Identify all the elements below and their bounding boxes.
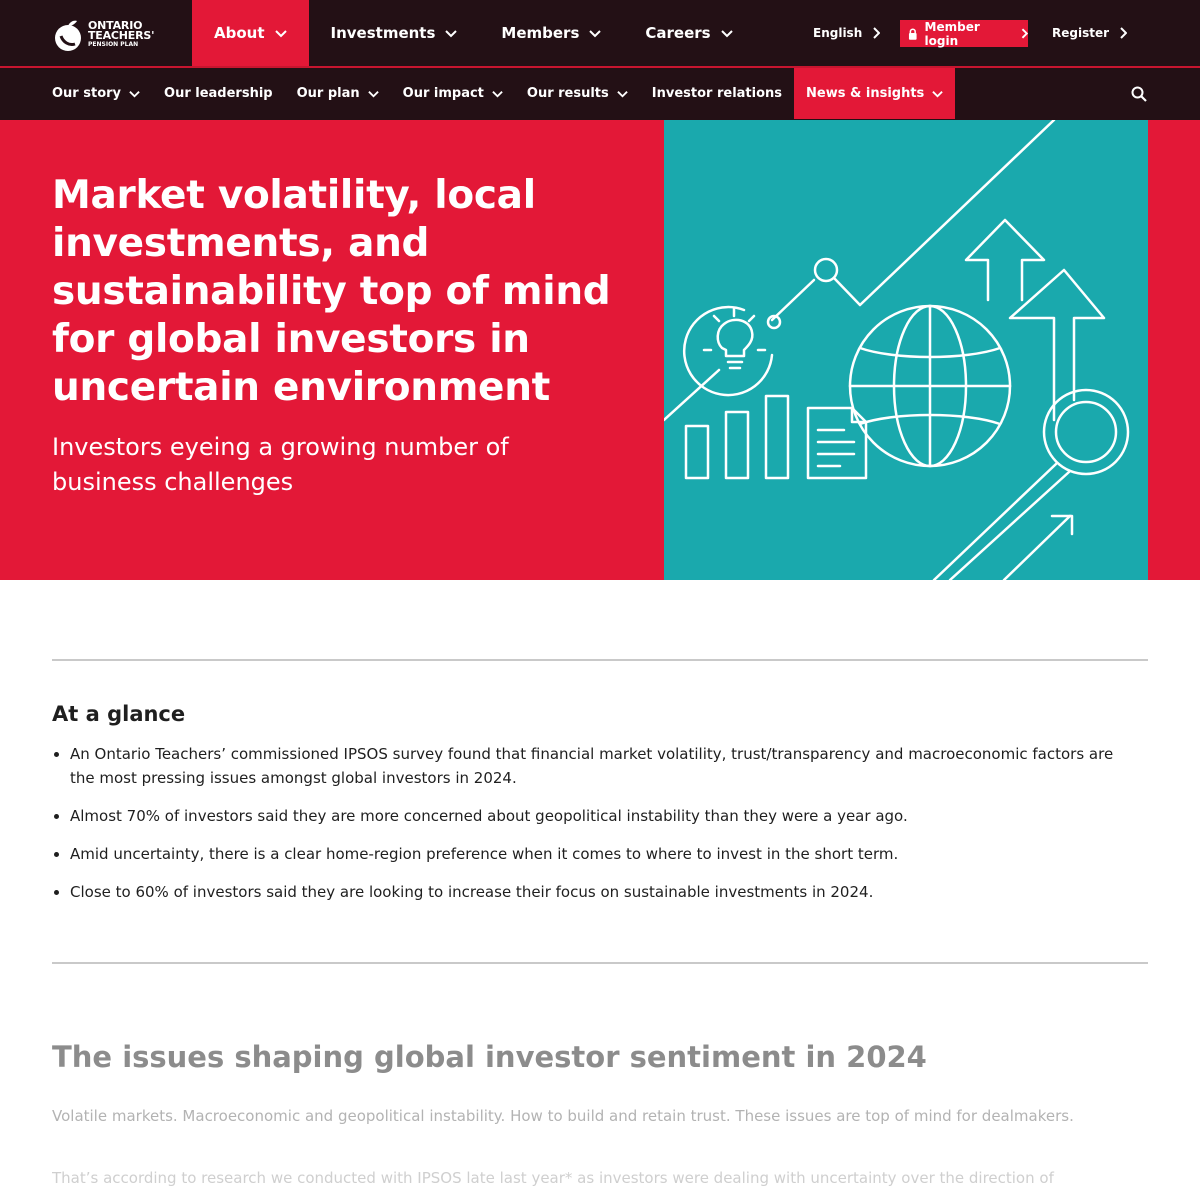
list-item: Close to 60% of investors said they are looking to increase their focus on sustainable investments in 2024. bbox=[52, 880, 1122, 904]
chevron-down-icon bbox=[721, 27, 733, 39]
logo-line-3: PENSION PLAN bbox=[88, 41, 139, 48]
sub-nav-investor-relations[interactable] bbox=[640, 68, 794, 119]
search-icon[interactable] bbox=[1131, 86, 1147, 102]
section-navigation bbox=[0, 68, 1200, 120]
list-item: An Ontario Teachers’ commissioned IPSOS survey found that financial market volatility, trust/transparency and macroeconomic factors are the most pressing issues amongst global investors in 2024. bbox=[52, 742, 1122, 790]
lock-icon bbox=[908, 28, 918, 40]
logo-line-1: ONTARIO bbox=[88, 19, 143, 32]
glance-list bbox=[52, 742, 1122, 918]
glance-heading: At a glance bbox=[52, 702, 186, 726]
chevron-right-icon bbox=[872, 27, 880, 39]
sub-nav-our-story[interactable] bbox=[40, 68, 152, 119]
page-title: Market volatility, local investments, and sustainability top of mind for global investors in uncertain environment bbox=[52, 173, 611, 410]
sub-nav-label: Our results bbox=[526, 86, 609, 101]
member-login-button[interactable] bbox=[900, 20, 1028, 47]
member-login-label: Member login bbox=[924, 19, 980, 48]
hero-illustration bbox=[664, 120, 1148, 580]
sub-nav-label: Our story bbox=[52, 86, 122, 101]
chevron-right-icon bbox=[1021, 28, 1028, 39]
language-switcher[interactable] bbox=[813, 0, 880, 66]
chevron-down-icon bbox=[492, 88, 503, 99]
body-paragraph: That’s according to research we conducted with IPSOS late last year* as investors were dealing with uncertainty over the direction of bbox=[52, 1169, 1054, 1187]
main-nav-label: Members bbox=[501, 24, 580, 42]
language-label: English bbox=[813, 26, 863, 40]
main-nav-label: Careers bbox=[645, 24, 711, 42]
chevron-right-icon bbox=[1119, 27, 1127, 39]
main-nav-investments[interactable] bbox=[309, 0, 480, 66]
chevron-down-icon bbox=[275, 27, 287, 39]
sub-nav-our-plan[interactable] bbox=[285, 68, 391, 119]
main-nav-label: Investments bbox=[330, 24, 436, 42]
arrow-up-right-icon bbox=[1004, 516, 1072, 580]
register-link[interactable] bbox=[1052, 0, 1127, 66]
section-heading: The issues shaping global investor sentiment in 2024 bbox=[52, 1040, 927, 1074]
sub-nav-our-results[interactable] bbox=[515, 68, 640, 119]
sub-nav-label: Our impact bbox=[402, 86, 484, 101]
main-nav-careers[interactable] bbox=[623, 0, 754, 66]
divider bbox=[52, 962, 1148, 964]
trend-line-icon bbox=[664, 120, 1054, 420]
bar-chart-icon bbox=[686, 396, 788, 478]
globe-icon bbox=[850, 306, 1010, 466]
main-nav bbox=[192, 0, 755, 66]
main-nav-about[interactable] bbox=[192, 0, 309, 66]
main-nav-members[interactable] bbox=[479, 0, 623, 66]
page-subtitle: Investors eyeing a growing number of business challenges bbox=[52, 433, 509, 496]
site-logo[interactable] bbox=[52, 16, 162, 54]
list-item: Almost 70% of investors said they are more concerned about geopolitical instability than they were a year ago. bbox=[52, 804, 1122, 828]
list-item: Amid uncertainty, there is a clear home-region preference when it comes to where to invest in the short term. bbox=[52, 842, 1122, 866]
chevron-down-icon bbox=[368, 88, 379, 99]
chevron-down-icon bbox=[932, 88, 943, 99]
logo-wordmark bbox=[88, 21, 154, 49]
body-paragraph: Volatile markets. Macroeconomic and geopolitical instability. How to build and retain trust. These issues are top of mind for dealmakers. bbox=[52, 1107, 1074, 1125]
register-label: Register bbox=[1052, 26, 1110, 40]
sub-nav bbox=[40, 68, 955, 119]
pear-logo-icon bbox=[52, 18, 84, 52]
chevron-down-icon bbox=[589, 27, 601, 39]
sub-nav-our-leadership[interactable] bbox=[152, 68, 285, 119]
chevron-down-icon bbox=[129, 88, 140, 99]
divider bbox=[52, 659, 1148, 661]
hero-banner bbox=[0, 120, 1200, 580]
sub-nav-label: Our leadership bbox=[164, 86, 273, 101]
sub-nav-label: News & insights bbox=[806, 86, 925, 101]
chevron-down-icon bbox=[617, 88, 628, 99]
logo-line-2: TEACHERS' bbox=[88, 29, 155, 42]
chevron-down-icon bbox=[445, 27, 457, 39]
sub-nav-our-impact[interactable] bbox=[391, 68, 515, 119]
lightbulb-icon bbox=[684, 307, 772, 395]
main-nav-label: About bbox=[214, 24, 265, 42]
top-navigation bbox=[0, 0, 1200, 68]
sub-nav-label: Our plan bbox=[296, 86, 360, 101]
sub-nav-news-insights[interactable] bbox=[794, 68, 955, 119]
sub-nav-label: Investor relations bbox=[651, 86, 783, 101]
